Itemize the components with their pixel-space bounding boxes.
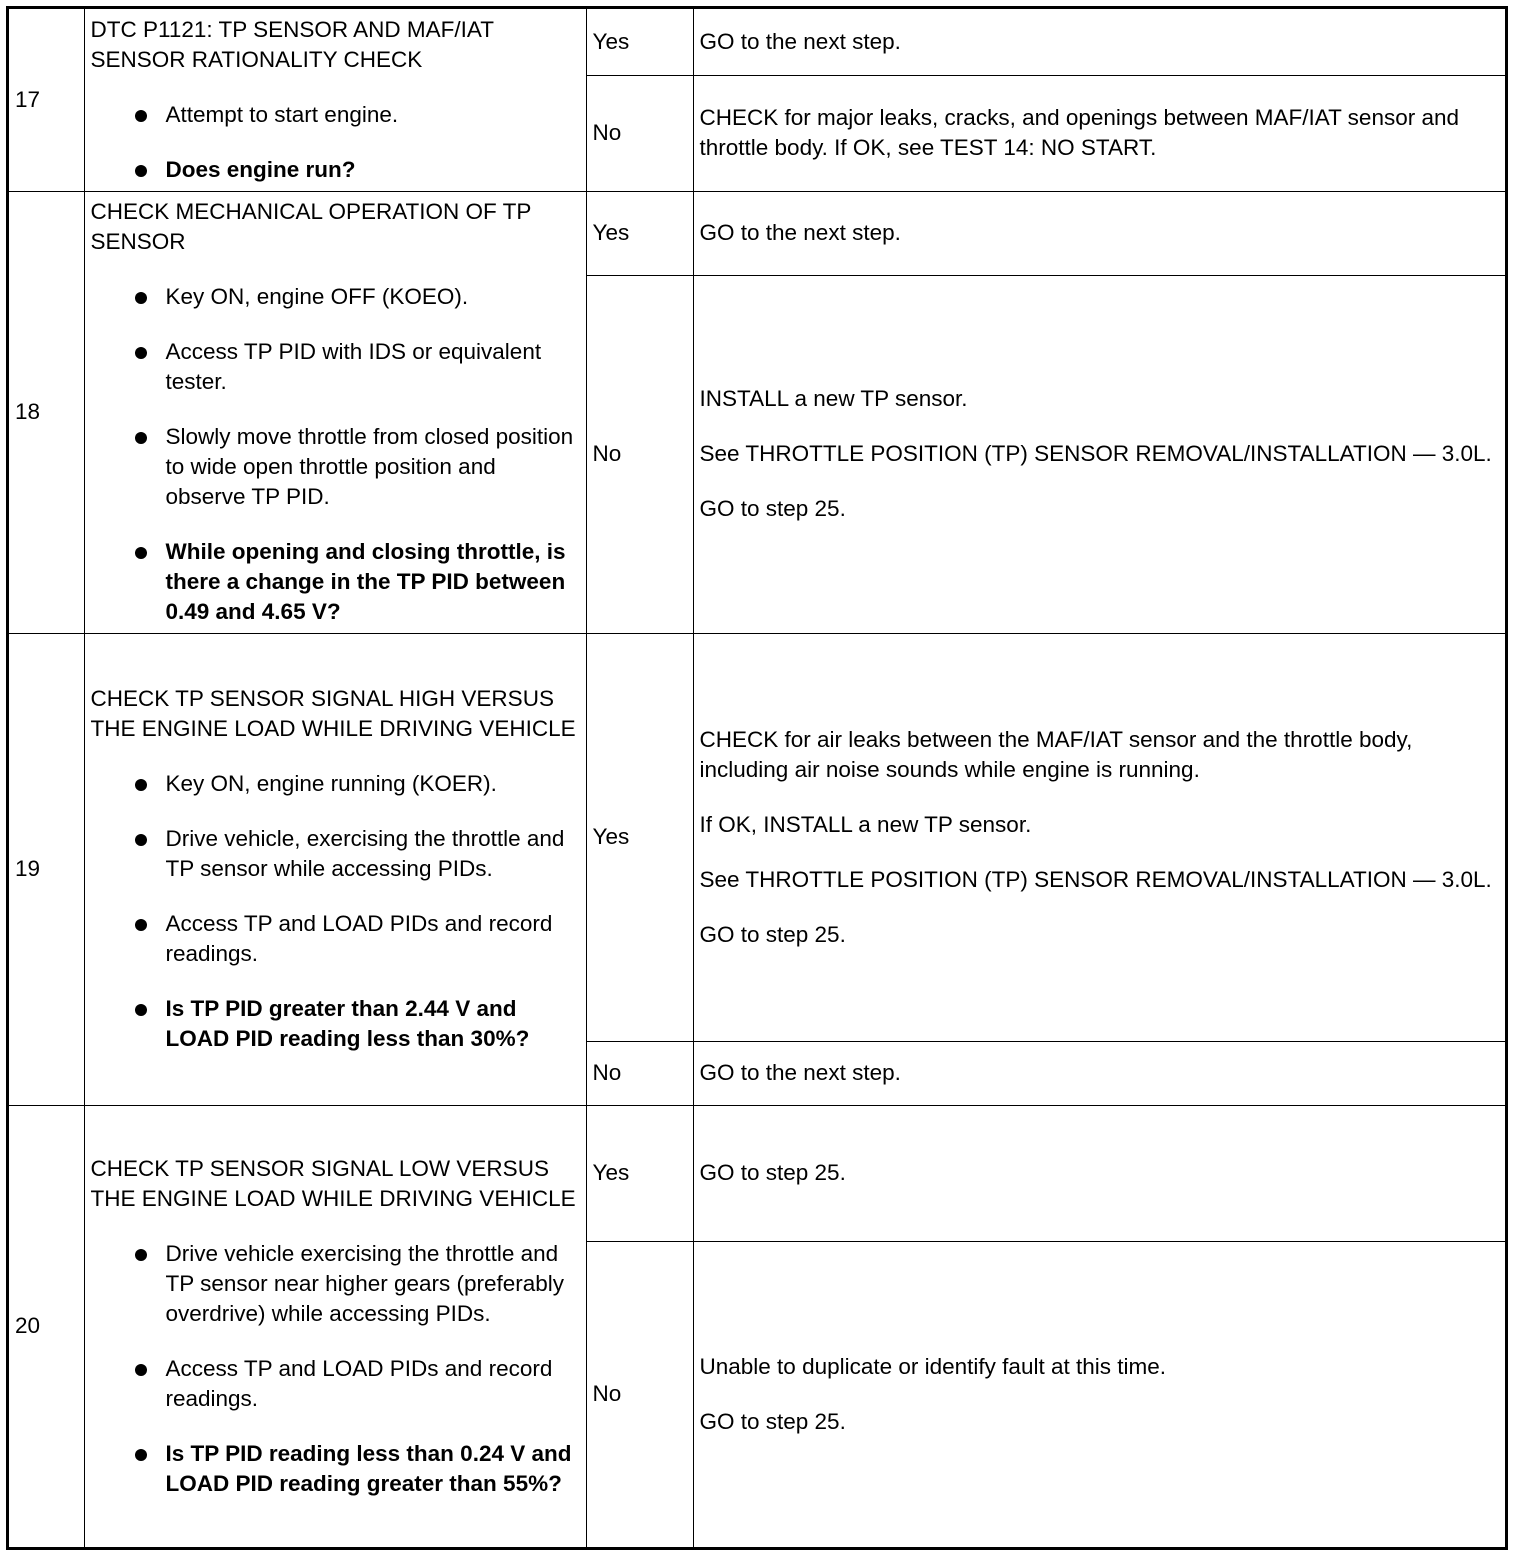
test-step-cell	[84, 633, 586, 1105]
answer-no: No	[586, 275, 693, 633]
action-line: GO to step 25.	[699, 1408, 846, 1434]
bullet-item: Access TP and LOAD PIDs and record readings.	[91, 1354, 580, 1414]
test-title: CHECK MECHANICAL OPERATION OF TP SENSOR	[90, 199, 531, 254]
action-line: GO to the next step.	[699, 1060, 901, 1085]
pinpoint-test-table	[9, 9, 1505, 1548]
step-number: 19	[9, 633, 84, 1105]
action-cell	[693, 1241, 1505, 1547]
bullet-item: Slowly move throttle from closed position to wide open throttle position and observe TP PID.	[91, 422, 580, 512]
bullet-question: Is TP PID reading less than 0.24 V and LOAD PID reading greater than 55%?	[91, 1439, 580, 1499]
step-row	[9, 1105, 1505, 1241]
action-cell	[693, 191, 1505, 275]
answer-no: No	[586, 1041, 693, 1105]
step-row	[9, 9, 1505, 75]
action-line: If OK, INSTALL a new TP sensor.	[699, 811, 1032, 837]
action-line: GO to the next step.	[699, 220, 901, 245]
step-number: 20	[9, 1105, 84, 1547]
answer-yes: Yes	[586, 1105, 693, 1241]
bullet-item: Key ON, engine OFF (KOEO).	[91, 282, 580, 312]
action-cell	[693, 1041, 1505, 1105]
action-line: GO to the next step.	[699, 28, 901, 54]
test-title: CHECK TP SENSOR SIGNAL LOW VERSUS THE ENGINE LOAD WHILE DRIVING VEHICLE	[90, 1155, 576, 1211]
action-line: GO to step 25.	[699, 496, 846, 521]
answer-yes: Yes	[586, 9, 693, 75]
action-cell	[693, 275, 1505, 633]
answer-no: No	[586, 75, 693, 191]
bullet-item: Drive vehicle exercising the throttle and TP sensor near higher gears (preferably overdrive) while accessing PIDs.	[91, 1239, 580, 1329]
action-cell	[693, 1105, 1505, 1241]
step-number: 18	[9, 191, 84, 633]
action-line: GO to step 25.	[699, 1160, 846, 1185]
bullet-item: Key ON, engine running (KOER).	[91, 769, 580, 799]
step-number: 17	[9, 9, 84, 191]
bullet-item: Access TP and LOAD PIDs and record readings.	[91, 909, 580, 969]
test-title: DTC P1121: TP SENSOR AND MAF/IAT SENSOR RATIONALITY CHECK	[90, 16, 494, 72]
answer-no: No	[586, 1241, 693, 1547]
bullet-list	[91, 282, 580, 627]
action-line: CHECK for air leaks between the MAF/IAT sensor and the throttle body, including air noise sounds while engine is running.	[699, 726, 1413, 782]
bullet-question: Does engine run?	[91, 155, 580, 185]
test-title: CHECK TP SENSOR SIGNAL HIGH VERSUS THE ENGINE LOAD WHILE DRIVING VEHICLE	[90, 686, 576, 741]
diagnostic-page	[6, 6, 1508, 1550]
action-line: INSTALL a new TP sensor.	[699, 386, 968, 411]
test-step-cell	[84, 9, 586, 191]
action-line: CHECK for major leaks, cracks, and openings between MAF/IAT sensor and throttle body. If OK, see TEST 14: NO START.	[699, 105, 1460, 160]
bullet-question: Is TP PID greater than 2.44 V and LOAD PID reading less than 30%?	[91, 994, 580, 1054]
action-line: See THROTTLE POSITION (TP) SENSOR REMOVAL/INSTALLATION — 3.0L.	[699, 866, 1492, 892]
answer-yes: Yes	[586, 191, 693, 275]
bullet-list	[91, 1239, 580, 1499]
action-line: See THROTTLE POSITION (TP) SENSOR REMOVAL/INSTALLATION — 3.0L.	[699, 441, 1492, 466]
bullet-question: While opening and closing throttle, is there a change in the TP PID between 0.49 and 4.65 V?	[91, 537, 580, 627]
test-step-cell	[84, 1105, 586, 1547]
action-line: GO to step 25.	[699, 921, 846, 947]
answer-yes: Yes	[586, 633, 693, 1041]
action-cell	[693, 633, 1505, 1041]
test-step-cell	[84, 191, 586, 633]
step-row	[9, 633, 1505, 1041]
action-cell	[693, 75, 1505, 191]
bullet-item: Attempt to start engine.	[91, 100, 580, 130]
bullet-list	[91, 100, 580, 185]
bullet-list	[91, 769, 580, 1054]
bullet-item: Drive vehicle, exercising the throttle and TP sensor while accessing PIDs.	[91, 824, 580, 884]
action-cell	[693, 9, 1505, 75]
action-line: Unable to duplicate or identify fault at this time.	[699, 1353, 1167, 1379]
bullet-item: Access TP PID with IDS or equivalent tester.	[91, 337, 580, 397]
step-row	[9, 191, 1505, 275]
